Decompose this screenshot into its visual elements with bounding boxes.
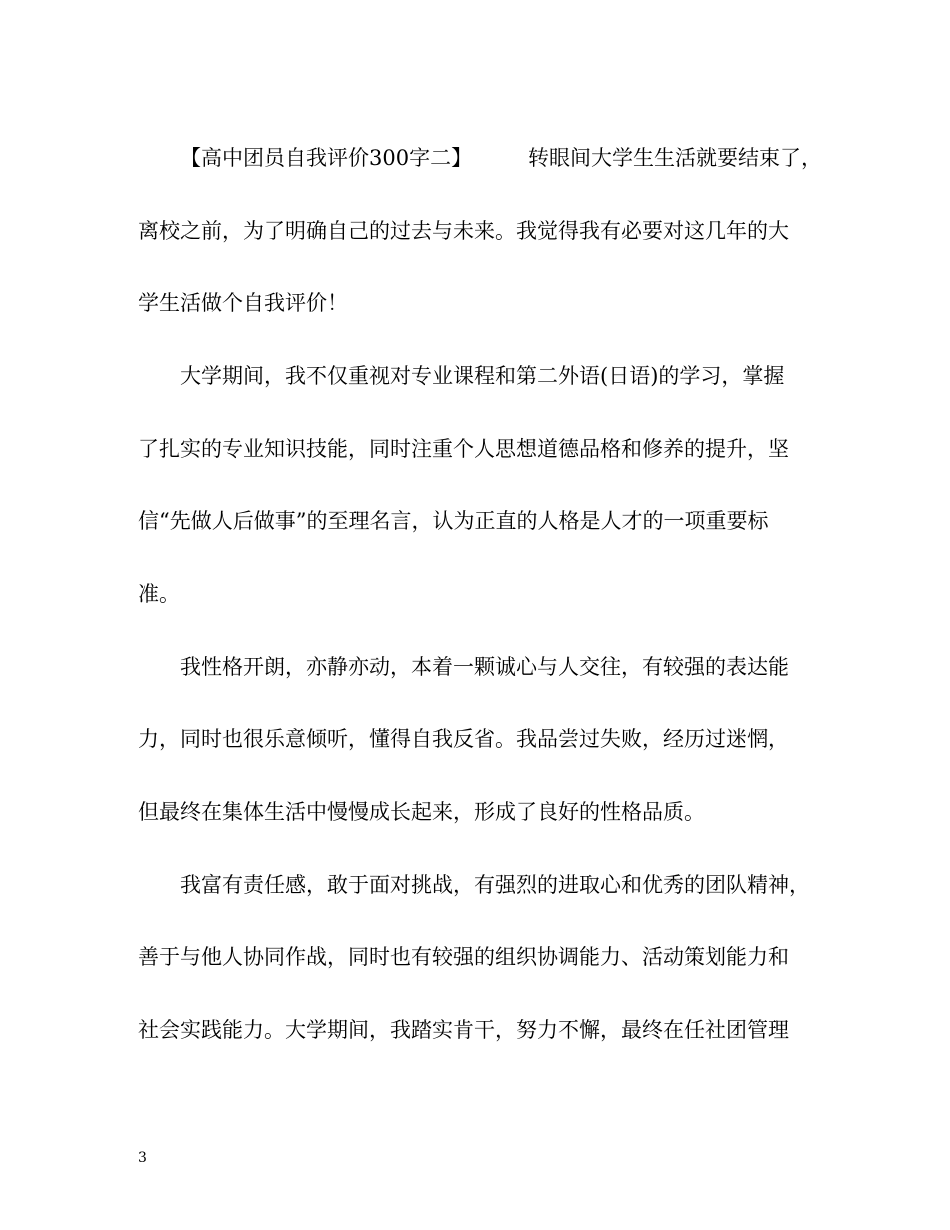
page-number: 3 — [138, 1150, 147, 1166]
text-line-9: 力，同时也很乐意倾听，懂得自我反省。我品尝过失败，经历过迷惘， — [138, 727, 789, 751]
text-line-2: 离校之前，为了明确自己的过去与未来。我觉得我有必要对这几年的大 — [138, 219, 789, 243]
text-line-3: 学生活做个自我评价！ — [138, 291, 348, 315]
text-line-5: 了扎实的专业知识技能，同时注重个人思想道德品格和修养的提升，坚 — [138, 437, 789, 461]
text-line-1: 转眼间大学生生活就要结束了， — [528, 146, 822, 170]
text-line-11: 我富有责任感，敢于面对挑战，有强烈的进取心和优秀的团队精神， — [180, 873, 810, 897]
text-line-7: 准。 — [138, 582, 180, 606]
text-line-4: 大学期间，我不仅重视对专业课程和第二外语(日语)的学习，掌握 — [180, 364, 785, 388]
text-line-12: 善于与他人协同作战，同时也有较强的组织协调能力、活动策划能力和 — [138, 945, 789, 969]
text-line-13: 社会实践能力。大学期间，我踏实肯干，努力不懈，最终在任社团管理 — [138, 1018, 789, 1042]
text-line-6: 信“先做人后做事”的至理名言，认为正直的人格是人才的一项重要标 — [138, 509, 769, 533]
section-heading: 【高中团员自我评价300字二】 — [180, 146, 473, 170]
text-line-10: 但最终在集体生活中慢慢成长起来，形成了良好的性格品质。 — [138, 800, 705, 824]
text-line-8: 我性格开朗，亦静亦动，本着一颗诚心与人交往，有较强的表达能 — [180, 655, 789, 679]
